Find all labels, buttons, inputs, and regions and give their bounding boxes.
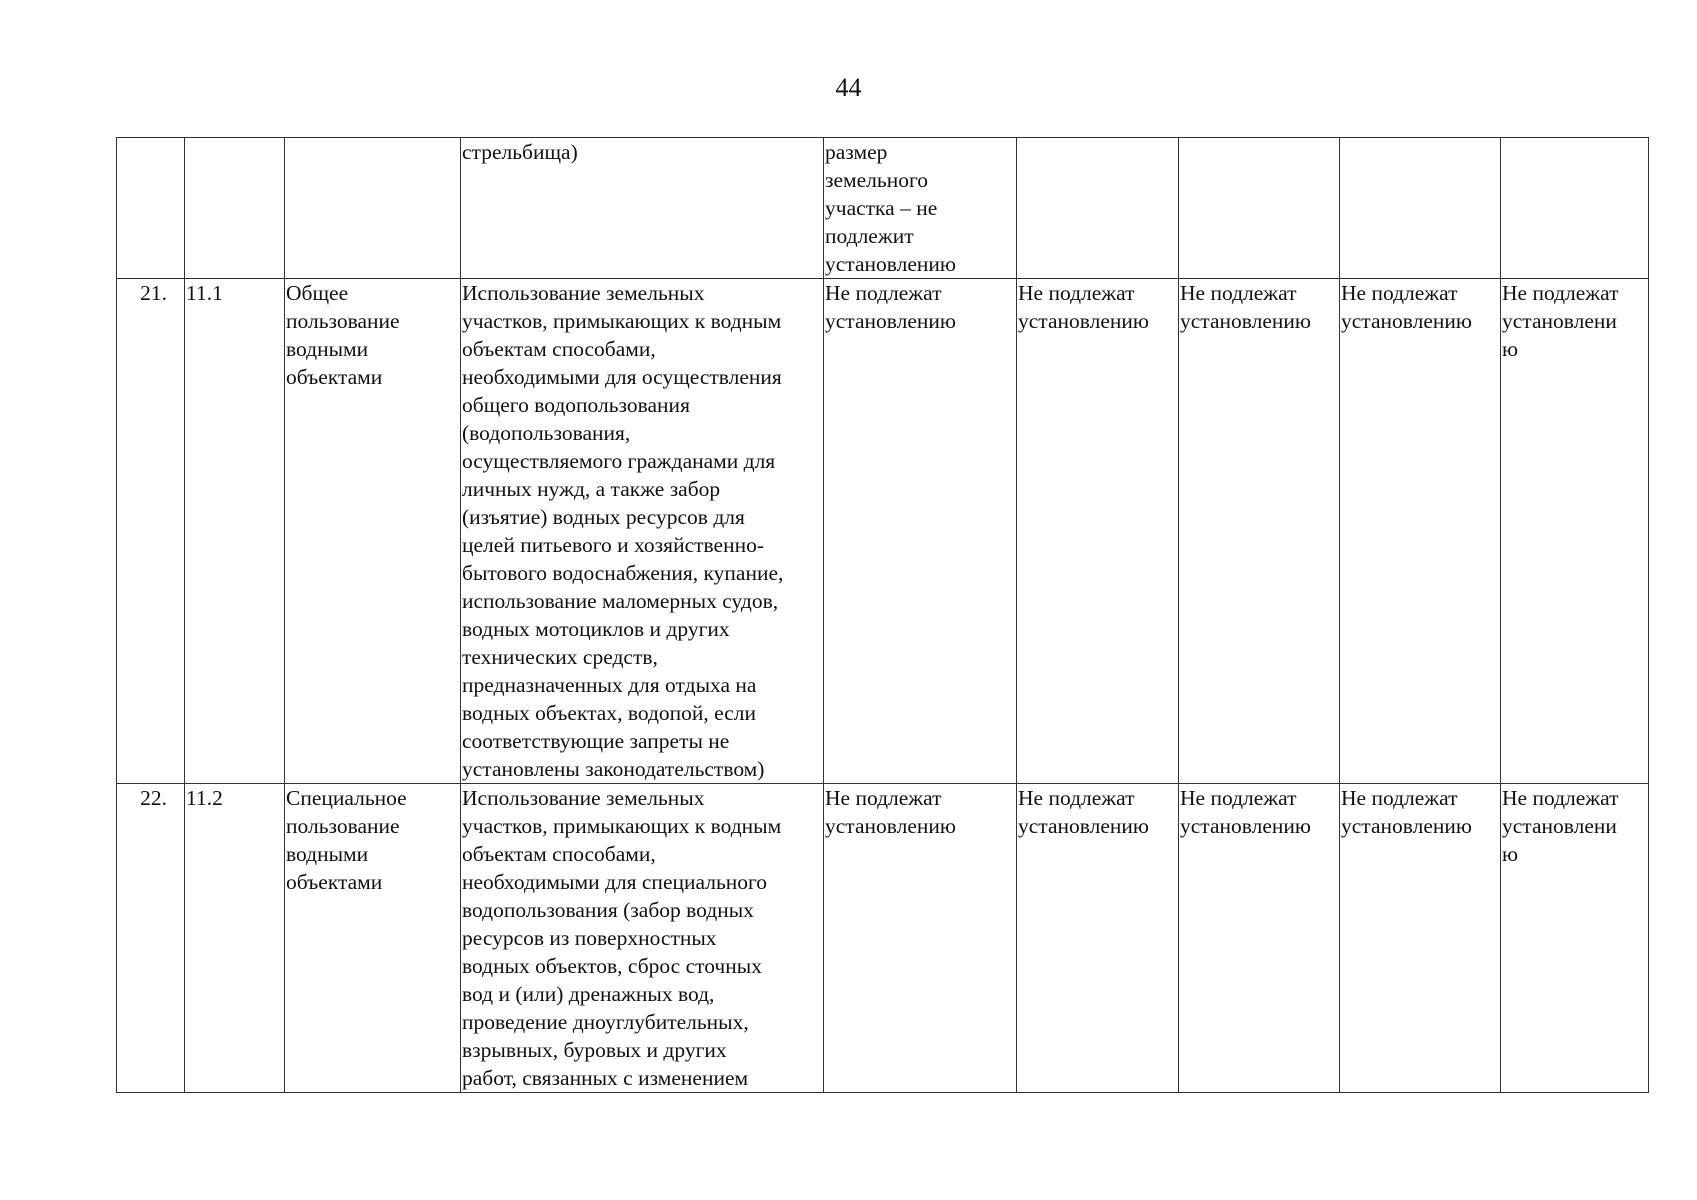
table-row-continuation (117, 138, 1649, 279)
name-cell (285, 138, 461, 279)
row-number-cell: 22. (117, 784, 185, 1093)
parameter-cell-7: Не подлежат установлению (1179, 784, 1340, 1093)
parameter-cell-5: Не подлежат установлению (824, 784, 1017, 1093)
table-row-22 (117, 784, 1649, 1093)
parameter-cell-8: Не подлежат установлению (1340, 784, 1501, 1093)
parameter-cell-9: Не подлежат установлени ю (1501, 279, 1649, 784)
parameter-cell-5: размер земельного участка – не подлежит установлению (824, 138, 1017, 279)
parameter-cell-6: Не подлежат установлению (1017, 784, 1179, 1093)
parameter-cell-7: Не подлежат установлению (1179, 279, 1340, 784)
parameter-cell-7 (1179, 138, 1340, 279)
land-use-table (116, 137, 1649, 1093)
table-row-21 (117, 279, 1649, 784)
parameter-cell-9 (1501, 138, 1649, 279)
parameter-cell-6 (1017, 138, 1179, 279)
description-cell: Использование земельных участков, примыкающих к водным объектам способами, необходимыми для осуществления общего водопользования (водопользования, осуществляемого гражданами для личных нужд, а также забор (изъятие) водных ресурсов для целей питьевого и хозяйственно- бытового водоснабжения, купание, использование маломерных судов, водных мотоциклов и других технических средств, предназначенных для отдыха на водных объектах, водопой, если соответствующие запреты не установлены законодательством) (461, 279, 824, 784)
page-number: 44 (835, 73, 862, 102)
parameter-cell-6: Не подлежат установлению (1017, 279, 1179, 784)
name-cell: Специальное пользование водными объектами (285, 784, 461, 1093)
parameter-cell-5: Не подлежат установлению (824, 279, 1017, 784)
code-cell (185, 138, 285, 279)
code-cell: 11.1 (185, 279, 285, 784)
name-cell: Общее пользование водными объектами (285, 279, 461, 784)
code-cell: 11.2 (185, 784, 285, 1093)
land-use-table-wrapper (116, 137, 1648, 1093)
parameter-cell-9: Не подлежат установлени ю (1501, 784, 1649, 1093)
description-cell: Использование земельных участков, примыкающих к водным объектам способами, необходимыми для специального водопользования (забор водных ресурсов из поверхностных водных объектов, сброс сточных вод и (или) дренажных вод, проведение дноуглубительных, взрывных, буровых и других работ, связанных с изменением (461, 784, 824, 1093)
parameter-cell-8: Не подлежат установлению (1340, 279, 1501, 784)
row-number-cell: 21. (117, 279, 185, 784)
row-number-cell (117, 138, 185, 279)
parameter-cell-8 (1340, 138, 1501, 279)
description-cell: стрельбища) (461, 138, 824, 279)
